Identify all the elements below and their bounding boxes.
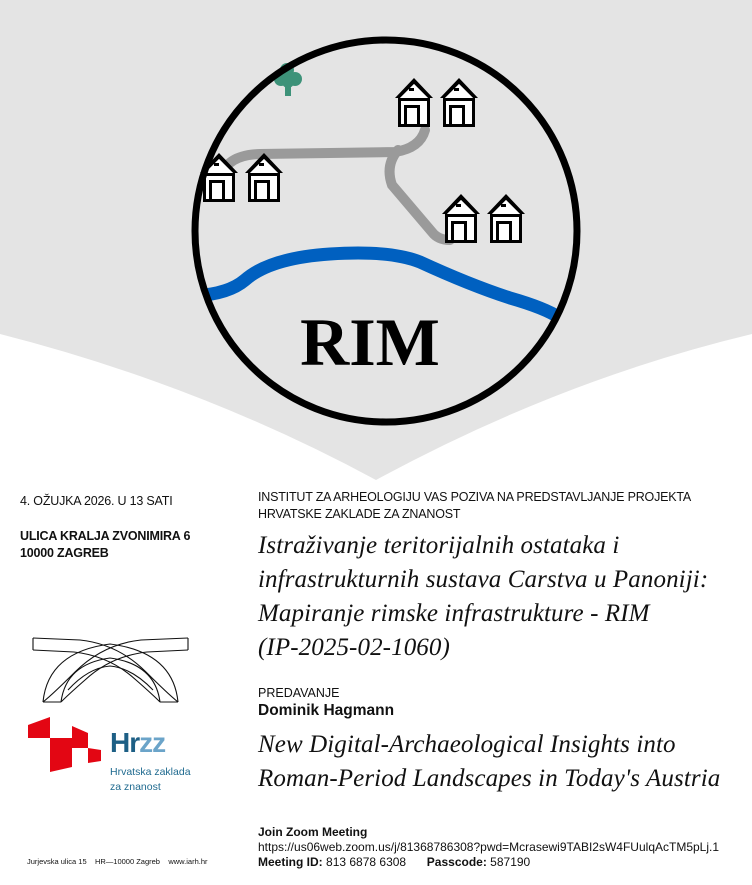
passcode-label: Passcode: [426,855,487,869]
hrzz-fullname-line-2: za znanost [110,781,161,793]
project-title-line: Mapiranje rimske infrastrukture - RIM [258,600,650,627]
zoom-meeting-link[interactable]: https://us06web.zoom.us/j/81368786308?pwd=Mcrasewi9TABI2sW4FUulqAcTM5pLj.1 [258,840,720,854]
institute-knot-logo [28,632,193,704]
lecture-title [258,728,748,796]
invitation-line-2: HRVATSKE ZAKLADE ZA ZNANOST [258,507,461,521]
event-date-time: 4. OŽUJKA 2026. U 13 SATI [20,494,173,508]
hrzz-fullname-line-1: Hrvatska zaklada [110,766,191,778]
passcode-value: 587190 [490,855,531,869]
speaker-name: Dominik Hagmann [258,702,395,719]
invitation-line-1: INSTITUT ZA ARHEOLOGIJU VAS POZIVA NA PREDSTAVLJANJE PROJEKTA [258,490,692,504]
project-title-line: infrastrukturnih sustava Carstva u Panoniji: [258,566,709,593]
meeting-id-value: 813 6878 6308 [326,855,407,869]
rim-acronym: RIM [300,304,440,380]
zoom-meeting-info [258,825,719,870]
zoom-heading: Join Zoom Meeting [258,825,368,839]
lecture-title-line: Roman-Period Landscapes in Today's Austria [258,765,721,792]
hrzz-flag-icon [28,717,103,772]
address-line-1: ULICA KRALJA ZVONIMIRA 6 [20,529,191,543]
project-title-line: Istraživanje teritorijalnih ostataka i [258,532,620,559]
footer-address: Jurjevska ulica 15 HR—10000 Zagreb www.iarh.hr [27,857,208,866]
invitation-text [258,489,738,523]
project-title [258,529,748,665]
hrzz-fullname [110,765,191,795]
lecture-label: PREDAVANJE [258,686,340,700]
event-address [20,528,190,562]
hrzz-wordmark-light: zz [139,727,166,758]
address-line-2: 10000 ZAGREB [20,546,109,560]
meeting-id-label: Meeting ID: [258,855,323,869]
hrzz-wordmark-dark: Hr [110,727,140,758]
lecture-title-line: New Digital-Archaeological Insights into [258,731,676,758]
project-title-line: (IP-2025-02-1060) [258,634,450,661]
hrzz-wordmark [110,727,165,759]
